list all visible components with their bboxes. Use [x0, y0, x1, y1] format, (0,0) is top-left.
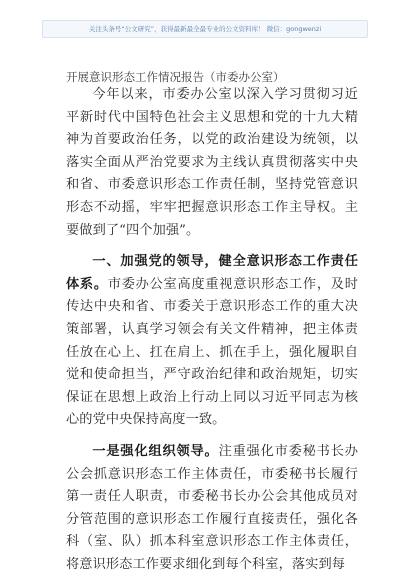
paragraph-intro: 今年以来，市委办公室以深入学习贯彻习近平新时代中国特色社会主义思想和党的十九大精神为首要政治任务，以党的政治建设为统领，以落实全面从严治党要求为主线认真贯彻落实中央和省、市委意识形态工作责任制，坚持党管意识形态不动摇，牢牢把握意识形态工作主导权。主要做到了“四个加强”。 [66, 87, 358, 238]
section-text: 市委办公室高度重视意识形态工作，及时传达中央和省、市委关于意识形态工作的重大决策部署，认真学习领会有关文件精神，把主体责任放在心上、扛在肩上、抓在手上，强化履职自觉和使命担当，严守政治纪律和政治规矩，切实保证在思想上政治上行动上同以习近平同志为核心的党中央保持高度一致。 [66, 276, 358, 428]
subsection-heading: 一是强化组织领导。 [92, 443, 219, 459]
subsection-text: 注重强化市委秘书长办公会抓意识形态工作主体责任，市委秘书长履行第一责任人职责，市委秘书长办公会其他成员对分管范围的意识形态工作履行直接责任，强化各科（室、队）抓本科室意识形态工作主体责任，将意识形态工作要求细化到每个科室，落实到每 [66, 443, 359, 572]
paragraph-subsection-one [66, 441, 358, 577]
header-banner: 关注头条号“公文研究”，获得最新最全最专业的公文资料库！ 微信：gongwenzi [42, 20, 368, 38]
paragraph-section-one [66, 251, 358, 432]
section-heading: 一、加强党的领导，健全意识形态工作责任体系。 [66, 254, 358, 292]
document-body [66, 84, 358, 585]
document-title: 开展意识形态工作情况报告（市委办公室） [66, 70, 285, 84]
